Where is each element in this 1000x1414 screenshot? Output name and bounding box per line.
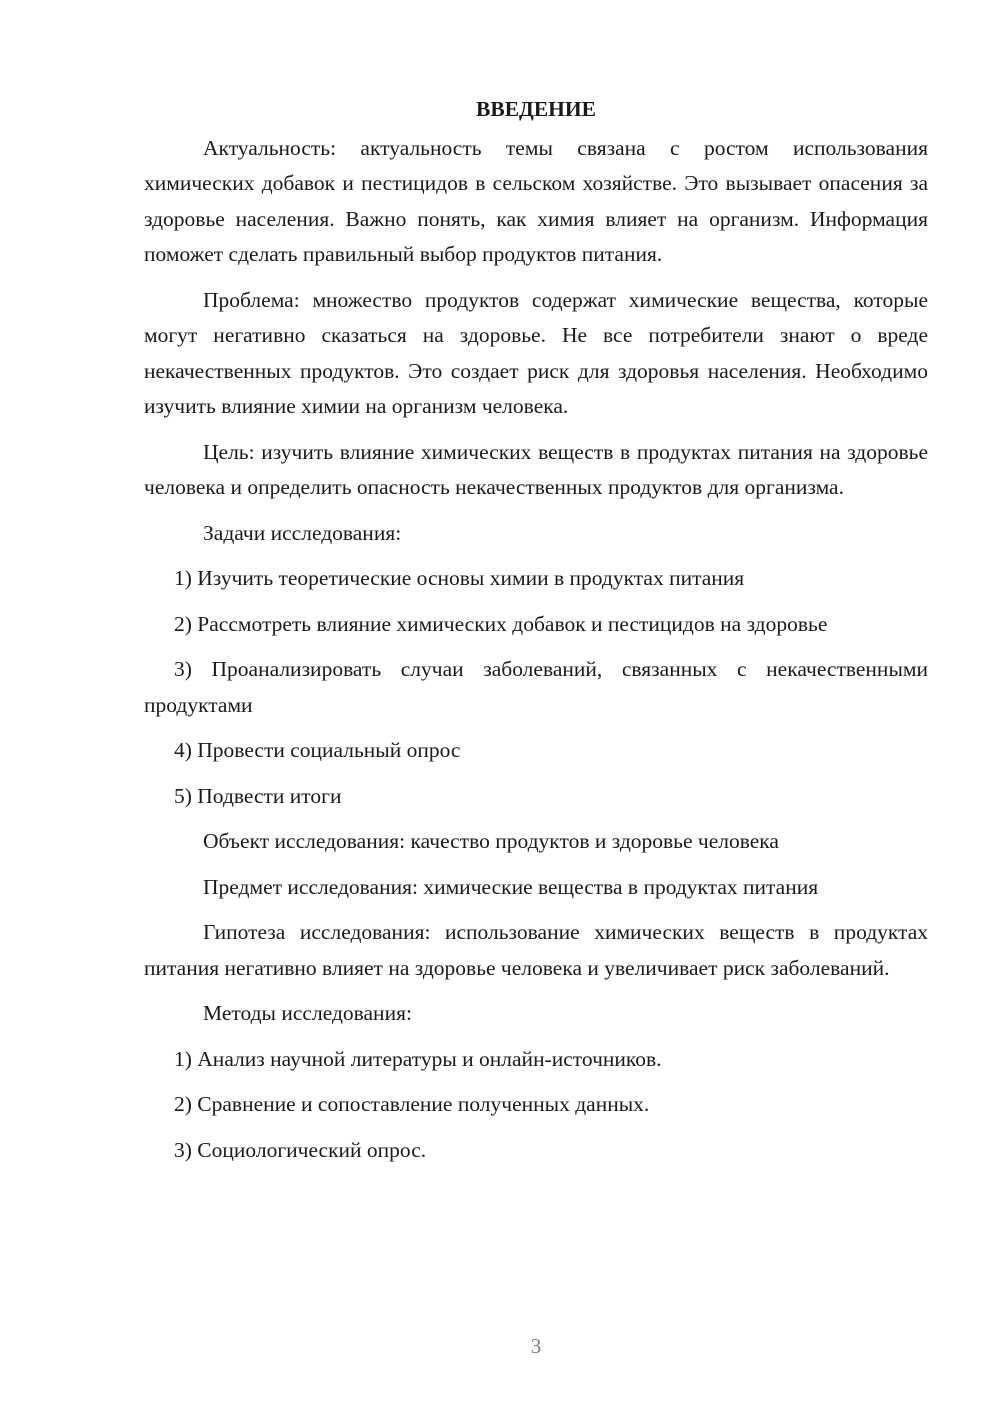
page-number: 3 [530,1334,542,1358]
task-item-3: 3) Проанализировать случаи заболеваний, связанных с некачественными продуктами [144,657,928,717]
task-item-2: 2) Рассмотреть влияние химических добавок и пестицидов на здоровье [174,611,828,636]
methods-heading: Методы исследования: [203,1001,412,1025]
relevance-paragraph: Актуальность: актуальность темы связана с ростом использования химических добавок и пестицидов в сельском хозяйстве. Это вызывает опасения за здоровье населения. Важно понять, как химия влияет на организм. Информация поможет сделать правильный выбор продуктов питания. [144,135,928,266]
section-title: ВВЕДЕНИЕ [476,97,596,121]
method-item-1: 1) Анализ научной литературы и онлайн-источников. [174,1046,662,1071]
document-page [144,92,928,1178]
task-item-1: 1) Изучить теоретические основы химии в продуктах питания [174,566,745,590]
task-item-5: 5) Подвести итоги [174,783,342,808]
goal-paragraph: Цель: изучить влияние химических веществ в продуктах питания на здоровье человека и определить опасность некачественных продуктов для организма. [144,439,928,499]
hypothesis-paragraph: Гипотеза исследования: использование химических веществ в продуктах питания негативно влияет на здоровье человека и увеличивает риск заболеваний. [144,920,928,980]
problem-paragraph: Проблема: множество продуктов содержат химические вещества, которые могут негативно сказаться на здоровье. Не все потребители знают о вреде некачественных продуктов. Это создает риск для здоровья населения. Необходимо изучить влияние химии на организм человека. [144,287,928,418]
method-item-2: 2) Сравнение и сопоставление полученных данных. [174,1092,650,1116]
task-item-4: 4) Провести социальный опрос [174,738,461,762]
method-item-3: 3) Социологический опрос. [174,1137,427,1162]
tasks-heading: Задачи исследования: [203,520,402,545]
research-subject: Предмет исследования: химические вещества в продуктах питания [203,874,819,899]
research-object: Объект исследования: качество продуктов и здоровье человека [203,829,779,853]
